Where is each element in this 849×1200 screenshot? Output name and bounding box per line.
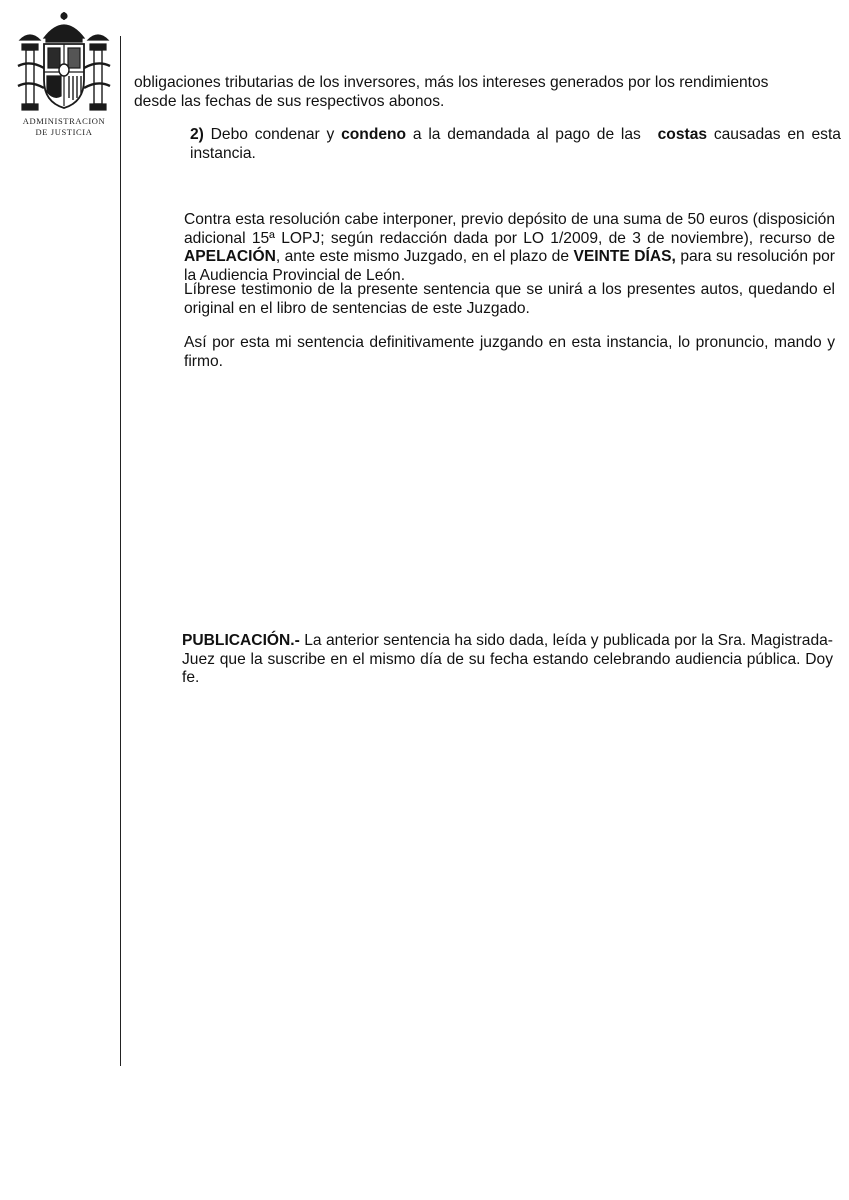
bold-term: costas bbox=[657, 126, 708, 143]
paragraph-text: obligaciones tributarias de los inversores, más los intereses generados por los rendimientos desde las fechas de sus respectivos abonos. bbox=[134, 74, 769, 110]
item-number: 2) bbox=[190, 126, 204, 143]
paragraph-testimony bbox=[134, 281, 835, 318]
bold-term: PUBLICACIÓN.- bbox=[182, 632, 300, 649]
emblem-caption bbox=[8, 116, 120, 138]
paragraph-costas bbox=[134, 126, 841, 163]
bold-term: condeno bbox=[341, 126, 407, 143]
paragraph-text: La anterior sentencia ha sido dada, leída y publicada por la Sra. Magistrada-Juez que la suscribe en el mismo día de su fecha estando celebrando audiencia pública. Doy fe. bbox=[182, 632, 833, 686]
paragraph-text: Contra esta resolución cabe interponer, previo depósito de una suma de 50 euros (disposición adicional 15ª LOPJ; según redacción dada por LO 1/2009, de 3 de noviembre), recurso de bbox=[184, 211, 835, 247]
coat-of-arms-icon bbox=[14, 10, 114, 118]
paragraph-text: a la demandada al pago de las bbox=[412, 126, 641, 143]
caption-line-1: ADMINISTRACION bbox=[22, 116, 106, 126]
paragraph-ruling bbox=[134, 334, 835, 371]
margin-rule bbox=[120, 36, 121, 1066]
bold-term: APELACIÓN bbox=[184, 248, 276, 265]
paragraph-text: Así por esta mi sentencia definitivamente juzgando en esta instancia, lo pronuncio, mando y firmo. bbox=[184, 334, 835, 370]
paragraph-text: causadas en esta instancia. bbox=[190, 126, 841, 162]
bold-term: VEINTE DÍAS, bbox=[573, 248, 676, 265]
caption-line-2: DE JUSTICIA bbox=[35, 127, 93, 137]
paragraph-text: Líbrese testimonio de la presente sentencia que se unirá a los presentes autos, quedando el original en el libro de sentencias de este Juzgado. bbox=[184, 281, 835, 317]
paragraph-text: para su resolución por la Audiencia Provincial de León. bbox=[184, 248, 835, 284]
paragraph-text: Debo condenar y bbox=[210, 126, 335, 143]
paragraph-text: , ante este mismo Juzgado, en el plazo de bbox=[275, 248, 569, 265]
paragraph-appeal bbox=[134, 211, 835, 285]
paragraph-publication bbox=[134, 632, 833, 688]
paragraph-continuation bbox=[134, 74, 785, 111]
